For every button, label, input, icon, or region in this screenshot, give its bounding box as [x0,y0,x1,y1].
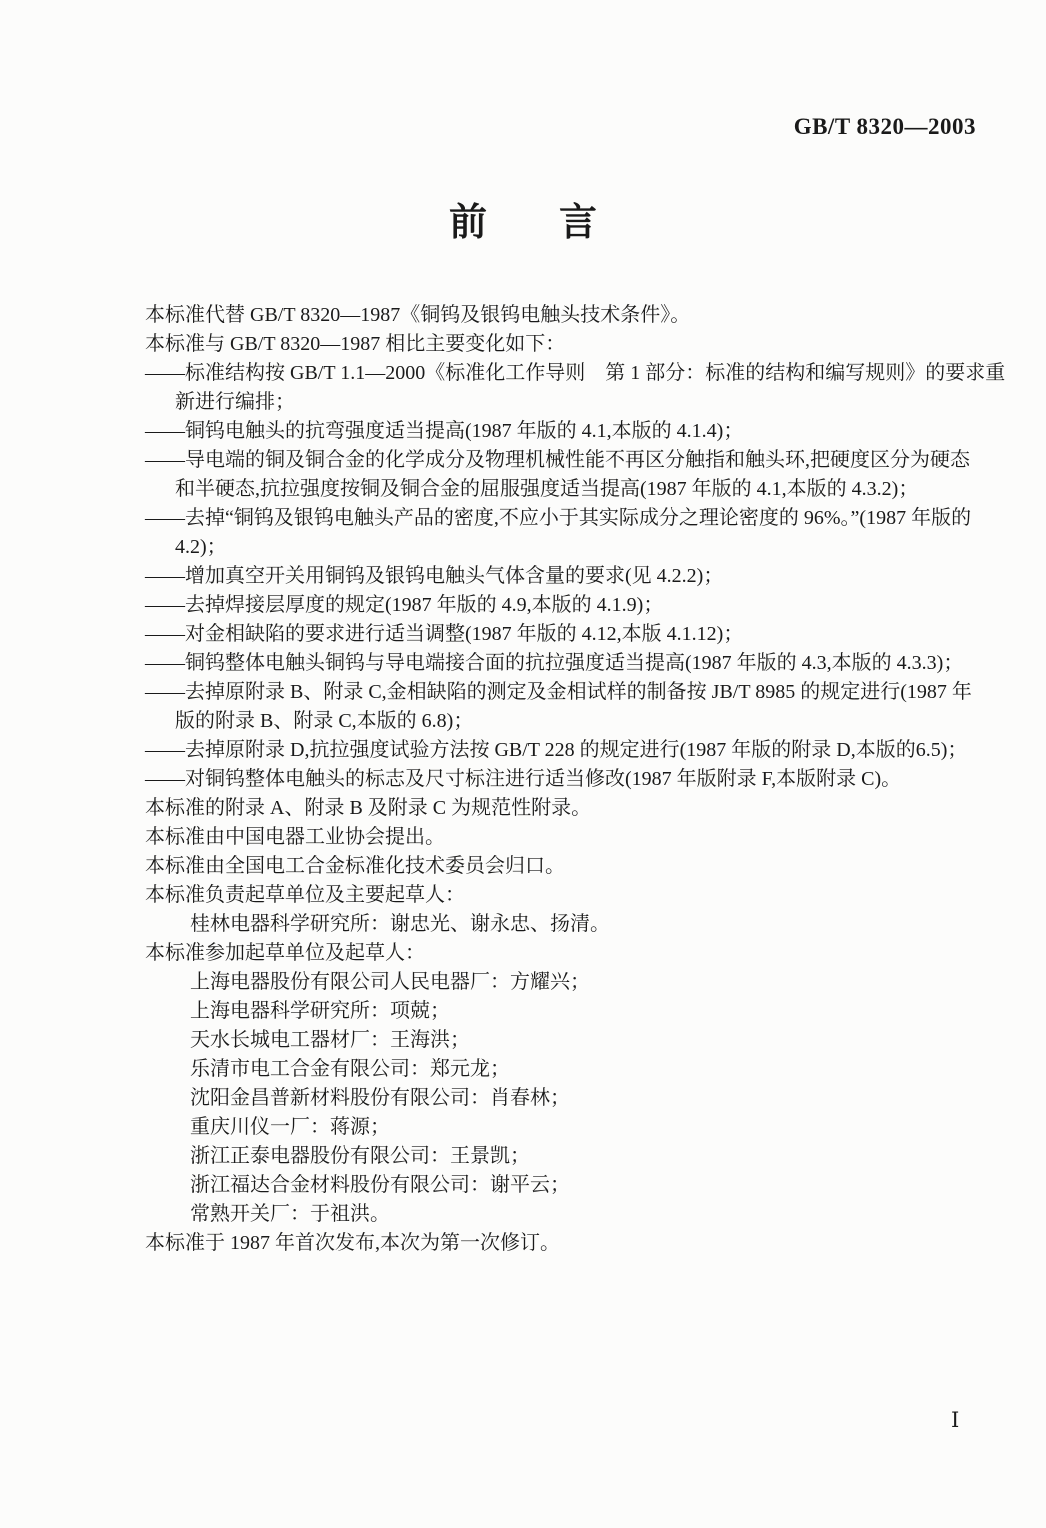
foreword-body [145,301,1006,1258]
body-line: 本标准的附录 A、附录 B 及附录 C 为规范性附录。 [145,797,592,819]
body-line: ——去掉原附录 D,抗拉强度试验方法按 GB/T 228 的规定进行(1987 年版的附录 D,本版的6.5)； [145,739,968,761]
page-title [0,202,1046,246]
body-line: ——铜钨电触头的抗弯强度适当提高(1987 年版的 4.1,本版的 4.1.4)； [145,420,744,442]
body-line: 重庆川仪一厂：蒋源； [190,1116,390,1138]
page-title-char-1: 前 [448,202,487,244]
body-line: ——去掉原附录 B、附录 C,金相缺陷的测定及金相试样的制备按 JB/T 8985 的规定进行(1987 年 [145,681,972,703]
body-line: 常熟开关厂：于祖洪。 [190,1203,390,1225]
body-line: ——铜钨整体电触头铜钨与导电端接合面的抗拉强度适当提高(1987 年版的 4.3,本版的 4.3.3)； [145,652,964,674]
body-line: 本标准由全国电工合金标准化技术委员会归口。 [145,855,565,877]
body-line: 本标准负责起草单位及主要起草人： [145,884,465,906]
doc-number: GB/T 8320—2003 [793,114,976,139]
body-line: 本标准于 1987 年首次发布,本次为第一次修订。 [145,1232,560,1254]
body-line: 和半硬态,抗拉强度按铜及铜合金的屈服强度适当提高(1987 年版的 4.1,本版的 4.3.2)； [175,478,919,500]
body-line: 本标准由中国电器工业协会提出。 [145,826,445,848]
body-line: ——去掉焊接层厚度的规定(1987 年版的 4.9,本版的 4.1.9)； [145,594,664,616]
body-line: 乐清市电工合金有限公司：郑元龙； [190,1058,510,1080]
body-line: 新进行编排； [175,391,295,413]
body-line: ——标准结构按 GB/T 1.1—2000《标准化工作导则 第 1 部分：标准的结构和编写规则》的要求重 [145,362,1006,384]
body-line: ——导电端的铜及铜合金的化学成分及物理机械性能不再区分触指和触头环,把硬度区分为硬态 [145,449,970,471]
body-line: ——去掉“铜钨及银钨电触头产品的密度,不应小于其实际成分之理论密度的 96%。”(1987 年版的 [145,507,972,529]
body-line: 4.2)； [175,536,227,558]
body-line: 桂林电器科学研究所：谢忠光、谢永忠、扬清。 [190,913,610,935]
body-line: 天水长城电工器材厂：王海洪； [190,1029,470,1051]
body-line: 浙江正泰电器股份有限公司：王景凯； [190,1145,530,1167]
body-line: 上海电器股份有限公司人民电器厂：方耀兴； [190,971,590,993]
body-line: ——对铜钨整体电触头的标志及尺寸标注进行适当修改(1987 年版附录 F,本版附录 C)。 [145,768,902,790]
page-number: Ⅰ [951,1408,960,1432]
body-line: 上海电器科学研究所：项兢； [190,1000,450,1022]
body-line: 本标准代替 GB/T 8320—1987《铜钨及银钨电触头技术条件》。 [145,304,691,326]
body-line: ——增加真空开关用铜钨及银钨电触头气体含量的要求(见 4.2.2)； [145,565,724,587]
body-line: 浙江福达合金材料股份有限公司：谢平云； [190,1174,570,1196]
body-line: ——对金相缺陷的要求进行适当调整(1987 年版的 4.12,本版 4.1.12)； [145,623,744,645]
body-line: 沈阳金昌普新材料股份有限公司：肖春林； [190,1087,570,1109]
body-line: 本标准参加起草单位及起草人： [145,942,425,964]
body-line: 本标准与 GB/T 8320—1987 相比主要变化如下： [145,333,566,355]
page-title-char-2: 言 [559,202,598,244]
body-line: 版的附录 B、附录 C,本版的 6.8)； [175,710,474,732]
